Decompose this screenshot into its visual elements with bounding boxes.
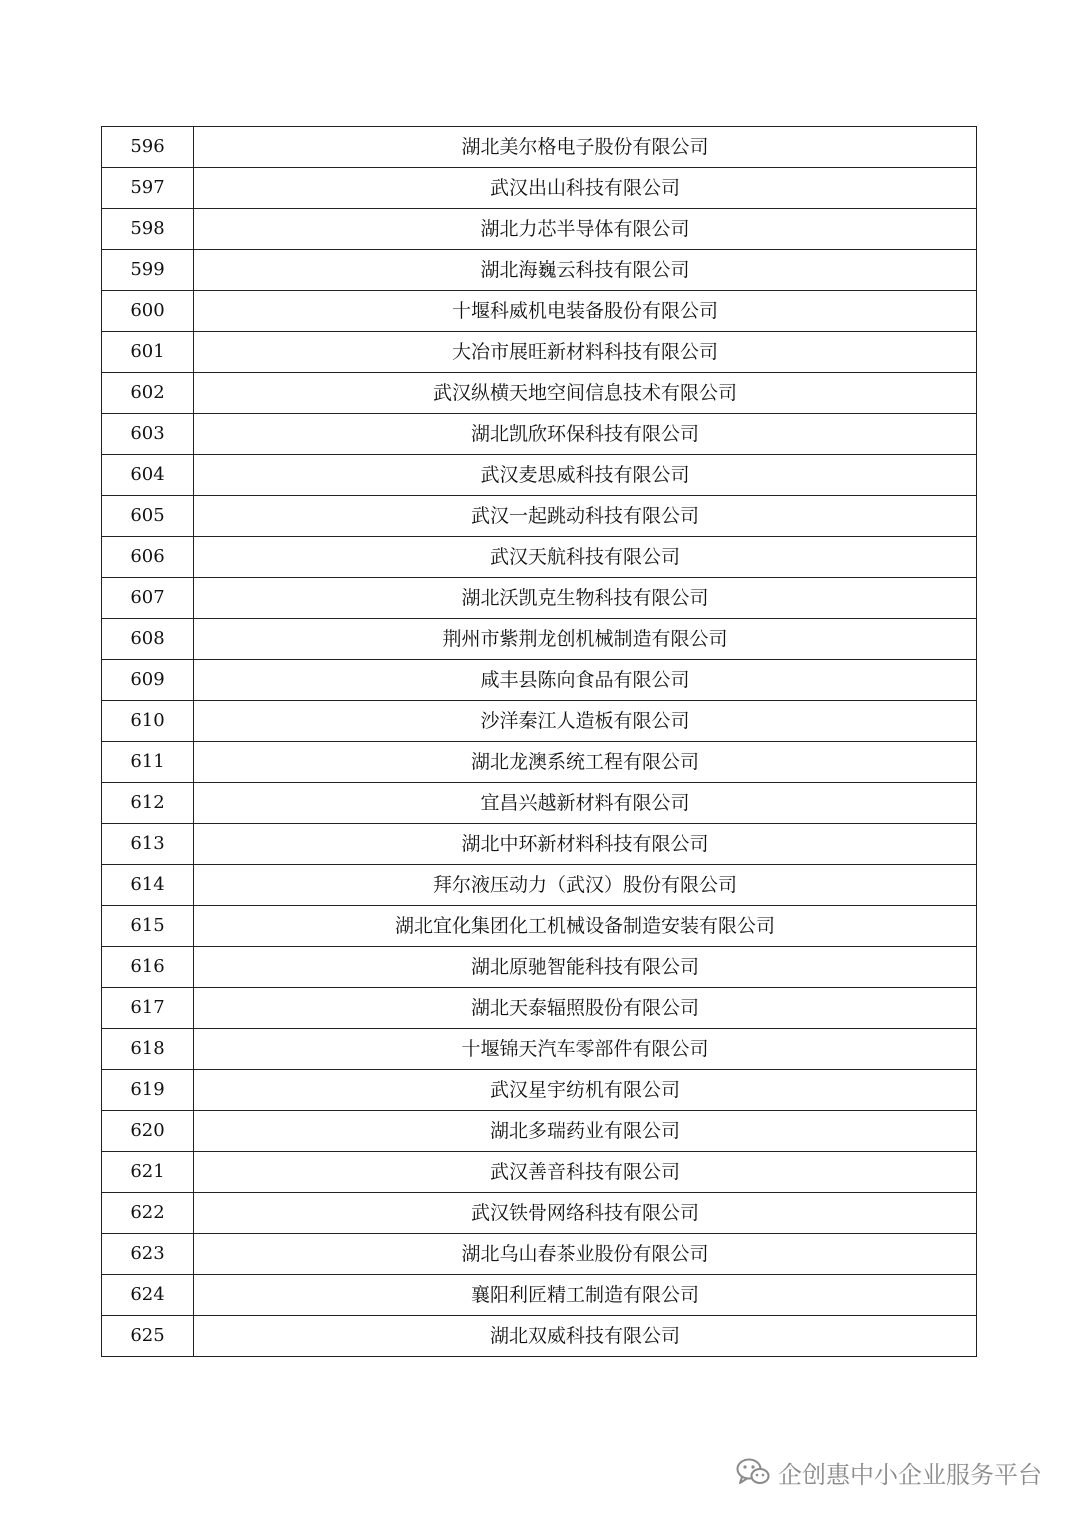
row-number-cell: 617 xyxy=(102,988,194,1029)
row-number-cell: 598 xyxy=(102,209,194,250)
row-number-cell: 615 xyxy=(102,906,194,947)
company-name-cell: 十堰锦天汽车零部件有限公司 xyxy=(194,1029,977,1070)
company-name-cell: 湖北双威科技有限公司 xyxy=(194,1316,977,1357)
company-name-cell: 拜尔液压动力（武汉）股份有限公司 xyxy=(194,865,977,906)
watermark-text: 企创惠中小企业服务平台 xyxy=(778,1460,1042,1489)
company-name-cell: 武汉出山科技有限公司 xyxy=(194,168,977,209)
table-row xyxy=(102,988,977,1029)
company-name-cell: 武汉纵横天地空间信息技术有限公司 xyxy=(194,373,977,414)
row-number-cell: 604 xyxy=(102,455,194,496)
company-list-table-wrap xyxy=(101,126,977,1357)
table-row xyxy=(102,455,977,496)
company-name-cell: 湖北原驰智能科技有限公司 xyxy=(194,947,977,988)
table-row xyxy=(102,701,977,742)
company-name-cell: 武汉铁骨网络科技有限公司 xyxy=(194,1193,977,1234)
company-name-cell: 沙洋秦江人造板有限公司 xyxy=(194,701,977,742)
table-row xyxy=(102,1316,977,1357)
row-number-cell: 613 xyxy=(102,824,194,865)
company-name-cell: 武汉善音科技有限公司 xyxy=(194,1152,977,1193)
company-name-cell: 湖北海巍云科技有限公司 xyxy=(194,250,977,291)
company-name-cell: 湖北美尔格电子股份有限公司 xyxy=(194,127,977,168)
company-name-cell: 湖北力芯半导体有限公司 xyxy=(194,209,977,250)
company-name-cell: 湖北龙澳系统工程有限公司 xyxy=(194,742,977,783)
table-row xyxy=(102,127,977,168)
company-name-cell: 宜昌兴越新材料有限公司 xyxy=(194,783,977,824)
table-row xyxy=(102,1193,977,1234)
company-name-cell: 湖北沃凯克生物科技有限公司 xyxy=(194,578,977,619)
wechat-icon xyxy=(736,1457,770,1487)
row-number-cell: 606 xyxy=(102,537,194,578)
company-name-cell: 湖北宜化集团化工机械设备制造安装有限公司 xyxy=(194,906,977,947)
table-row xyxy=(102,906,977,947)
table-row xyxy=(102,250,977,291)
row-number-cell: 601 xyxy=(102,332,194,373)
company-name-cell: 大冶市展旺新材料科技有限公司 xyxy=(194,332,977,373)
row-number-cell: 619 xyxy=(102,1070,194,1111)
row-number-cell: 600 xyxy=(102,291,194,332)
table-row xyxy=(102,947,977,988)
company-name-cell: 湖北中环新材料科技有限公司 xyxy=(194,824,977,865)
row-number-cell: 599 xyxy=(102,250,194,291)
table-row xyxy=(102,824,977,865)
company-name-cell: 武汉天航科技有限公司 xyxy=(194,537,977,578)
row-number-cell: 622 xyxy=(102,1193,194,1234)
table-row xyxy=(102,496,977,537)
company-name-cell: 荆州市紫荆龙创机械制造有限公司 xyxy=(194,619,977,660)
company-name-cell: 咸丰县陈向食品有限公司 xyxy=(194,660,977,701)
table-row xyxy=(102,742,977,783)
row-number-cell: 610 xyxy=(102,701,194,742)
company-name-cell: 湖北乌山春茶业股份有限公司 xyxy=(194,1234,977,1275)
table-row xyxy=(102,209,977,250)
table-row xyxy=(102,1275,977,1316)
row-number-cell: 603 xyxy=(102,414,194,455)
table-row xyxy=(102,537,977,578)
table-row xyxy=(102,1152,977,1193)
table-row xyxy=(102,1070,977,1111)
row-number-cell: 621 xyxy=(102,1152,194,1193)
row-number-cell: 625 xyxy=(102,1316,194,1357)
row-number-cell: 596 xyxy=(102,127,194,168)
row-number-cell: 616 xyxy=(102,947,194,988)
table-row xyxy=(102,168,977,209)
table-row xyxy=(102,332,977,373)
table-row xyxy=(102,619,977,660)
table-row xyxy=(102,660,977,701)
row-number-cell: 608 xyxy=(102,619,194,660)
company-name-cell: 武汉星宇纺机有限公司 xyxy=(194,1070,977,1111)
company-list-table xyxy=(101,126,977,1357)
row-number-cell: 614 xyxy=(102,865,194,906)
table-row xyxy=(102,373,977,414)
row-number-cell: 609 xyxy=(102,660,194,701)
company-name-cell: 十堰科威机电装备股份有限公司 xyxy=(194,291,977,332)
table-row xyxy=(102,865,977,906)
table-row xyxy=(102,1234,977,1275)
row-number-cell: 602 xyxy=(102,373,194,414)
row-number-cell: 618 xyxy=(102,1029,194,1070)
company-name-cell: 湖北多瑞药业有限公司 xyxy=(194,1111,977,1152)
company-name-cell: 湖北凯欣环保科技有限公司 xyxy=(194,414,977,455)
table-row xyxy=(102,291,977,332)
table-row xyxy=(102,1111,977,1152)
row-number-cell: 605 xyxy=(102,496,194,537)
company-name-cell: 武汉麦思威科技有限公司 xyxy=(194,455,977,496)
row-number-cell: 612 xyxy=(102,783,194,824)
company-name-cell: 襄阳利匠精工制造有限公司 xyxy=(194,1275,977,1316)
company-name-cell: 武汉一起跳动科技有限公司 xyxy=(194,496,977,537)
watermark xyxy=(736,1455,1042,1489)
row-number-cell: 624 xyxy=(102,1275,194,1316)
table-body xyxy=(102,127,977,1357)
table-row xyxy=(102,783,977,824)
row-number-cell: 597 xyxy=(102,168,194,209)
table-row xyxy=(102,414,977,455)
table-row xyxy=(102,578,977,619)
company-name-cell: 湖北天泰辐照股份有限公司 xyxy=(194,988,977,1029)
table-row xyxy=(102,1029,977,1070)
row-number-cell: 611 xyxy=(102,742,194,783)
row-number-cell: 607 xyxy=(102,578,194,619)
row-number-cell: 623 xyxy=(102,1234,194,1275)
row-number-cell: 620 xyxy=(102,1111,194,1152)
